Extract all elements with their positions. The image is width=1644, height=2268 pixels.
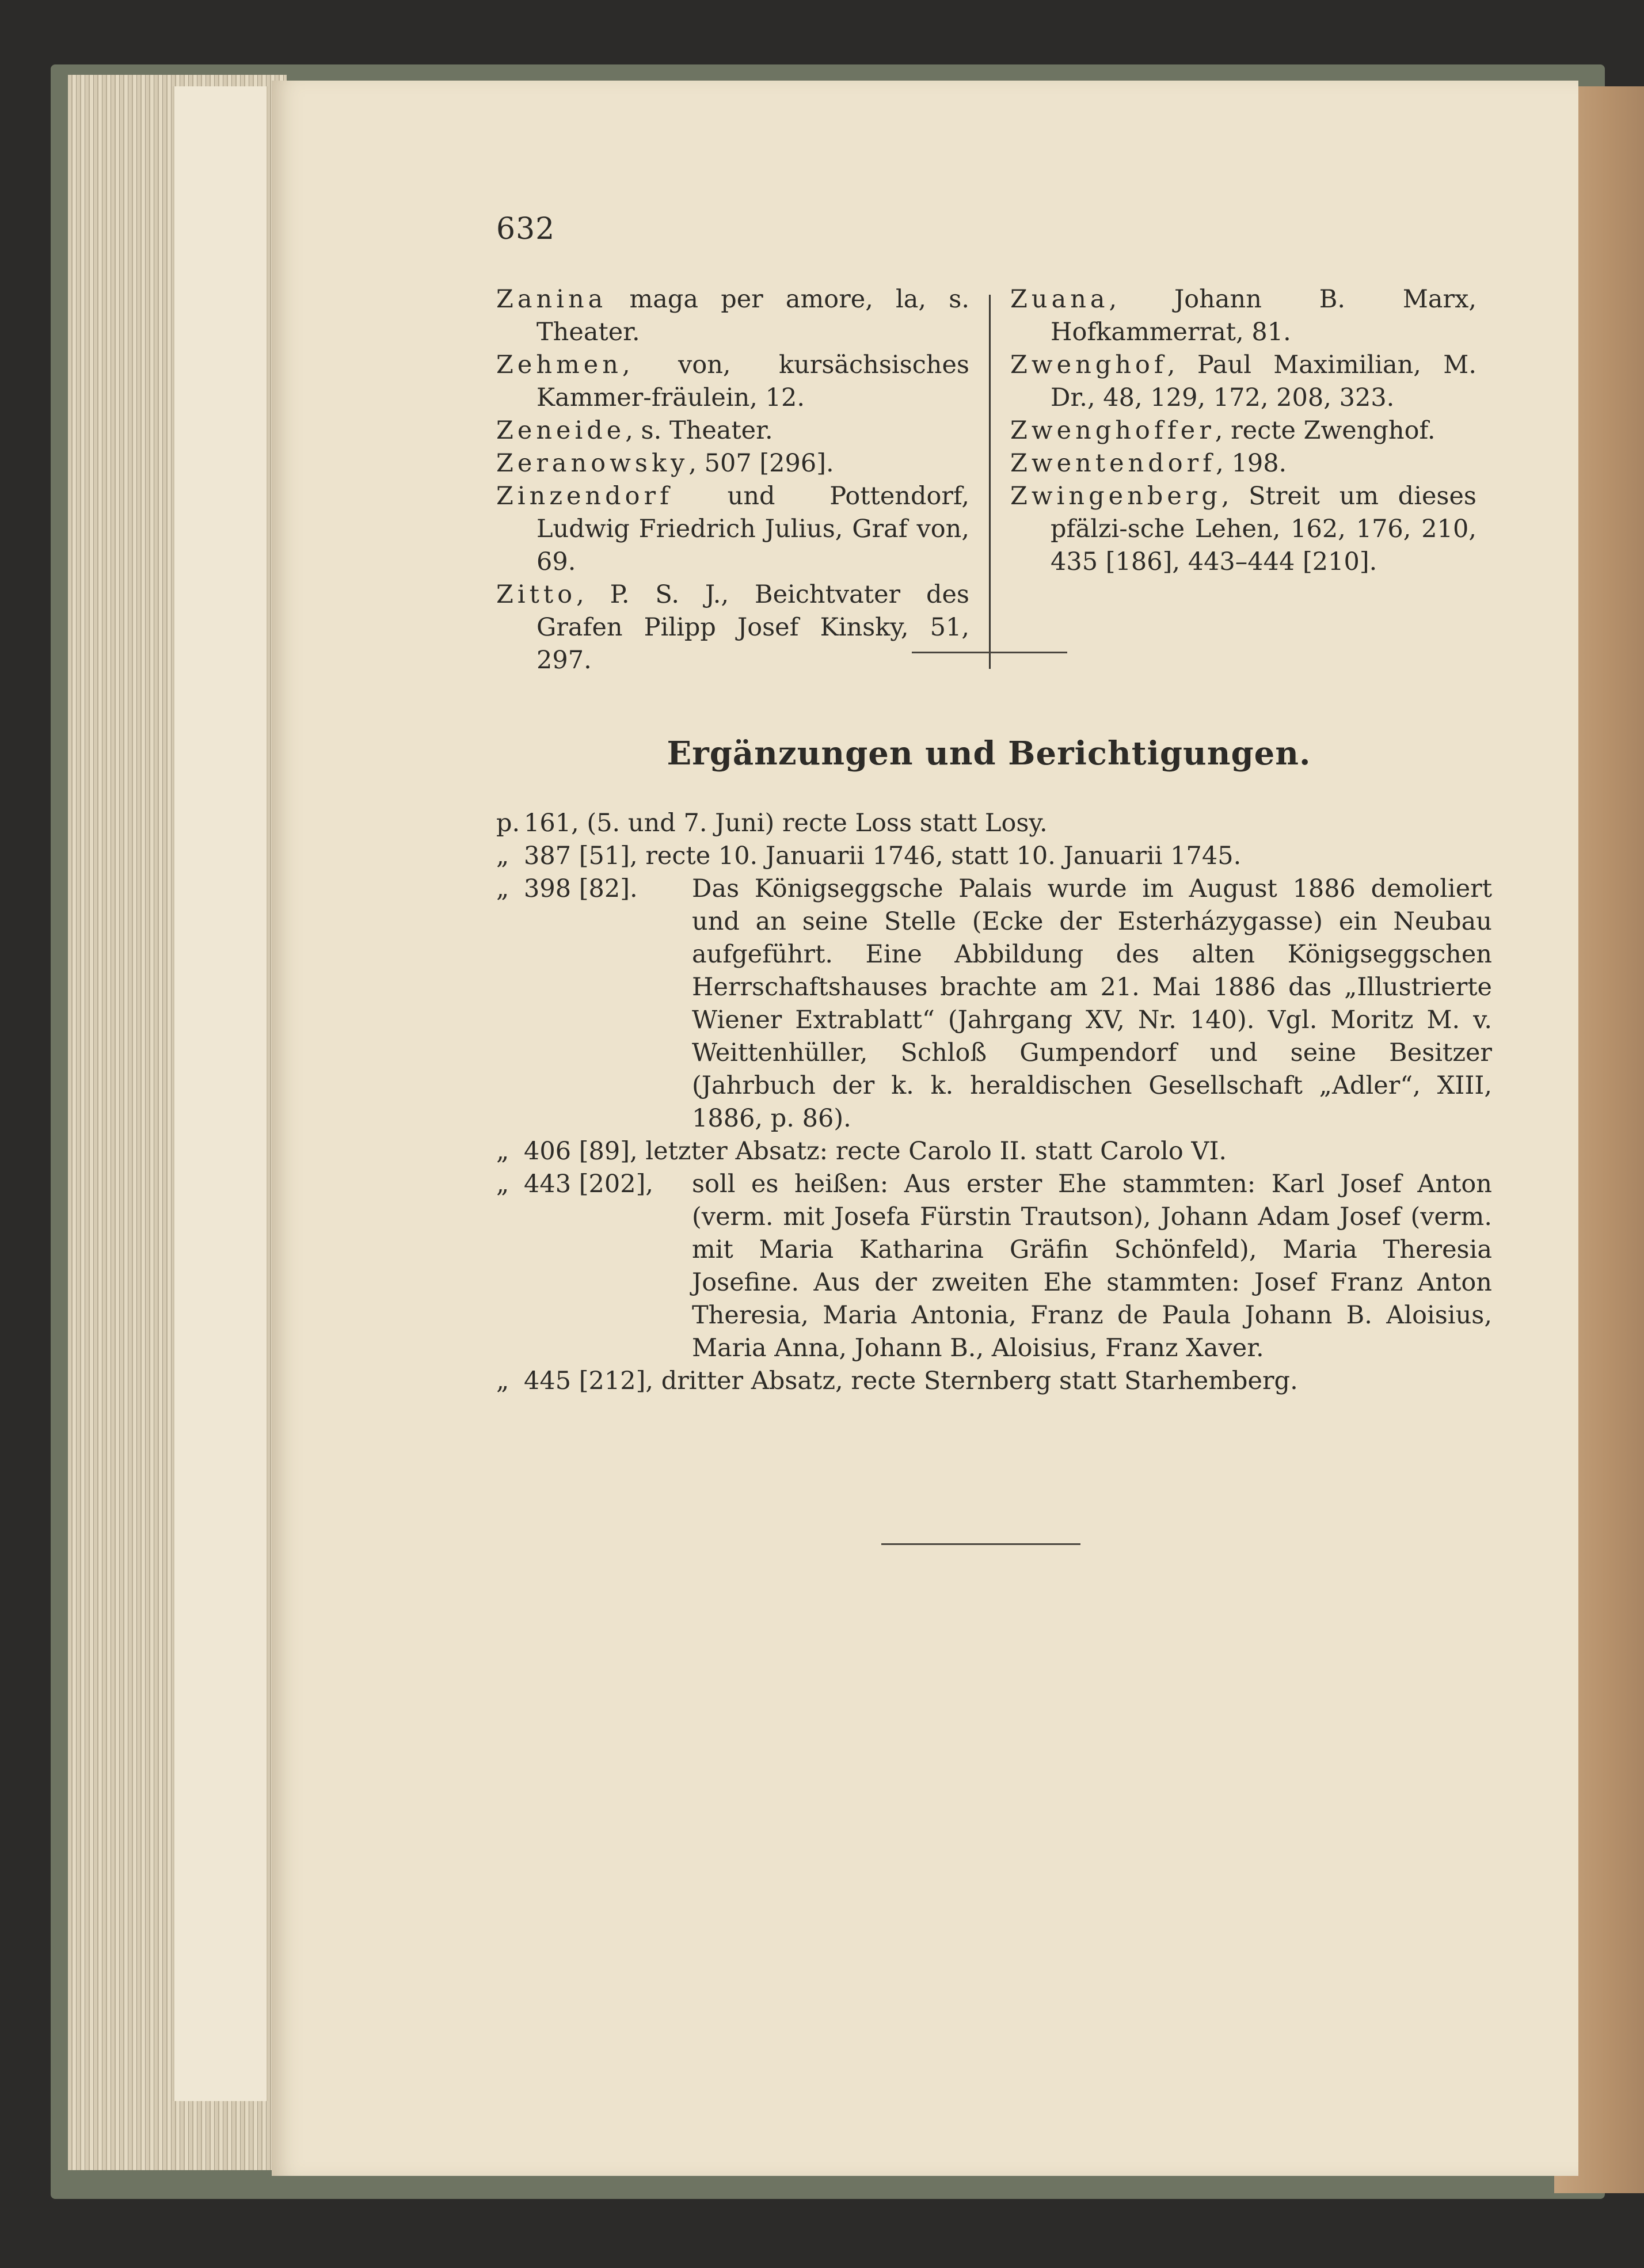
index-key: Zeneide [496,416,626,445]
index-text: , 198. [1216,449,1287,478]
errata-ref: 398 [82]. [524,874,638,903]
index-entry [496,480,969,579]
index-entry [1010,283,1476,349]
book-page [272,81,1578,2176]
index-entry [496,579,969,677]
errata-ref: 161, [524,809,579,838]
index-key: Zinzendorf [496,482,673,511]
errata-mark: „ [496,842,509,870]
index-text: , s. Theater. [625,416,773,445]
errata-text: letzter Absatz: recte Carolo II. statt Carolo VI. [637,1137,1227,1166]
index-text: , P. S. J., Beichtvater des Grafen Pilipp Josef Kinsky, 51, 297. [536,580,969,675]
errata-ref: 445 [212], [524,1367,654,1395]
errata-mark: „ [496,1137,509,1166]
section-rule [912,652,1067,653]
index-key: Zwentendorf [1010,449,1216,478]
errata-item [496,807,1492,840]
errata-list [496,807,1492,1398]
errata-mark: „ [496,874,509,903]
index-key: Zwingenberg [1010,482,1221,511]
errata-ref: 387 [51], [524,842,638,870]
page-number: 632 [496,212,555,246]
index-text: , Paul Maximilian, M. Dr., 48, 129, 172, 208, 323. [1051,351,1476,412]
index-text: , 507 [296]. [688,449,834,478]
index-entry [496,349,969,414]
errata-item [496,873,1492,1135]
errata-item [496,1168,1492,1365]
errata-ref: 443 [202], [524,1170,654,1198]
errata-item [496,840,1492,873]
errata-text: Das Königseggsche Palais wurde im August 1886 demoliert und an seine Stelle (Ecke der Esterházygasse) ein Neubau aufgeführt. Eine Abbildung des alten Königseggschen Herrschaftshauses brachte am 21. Mai 1886 das „Illustrierte Wiener Extrablatt“ (Jahrgang XV, Nr. 140). Vgl. Moritz M. v. Weittenhüller, Schloß Gumpendorf und seine Besitzer (Jahrbuch der k. k. heraldischen Gesellschaft „Adler“, XIII, 1886, p. 86). [692,874,1492,1133]
index-text: maga per amore, la, s. Theater. [536,285,969,347]
index-key: Zehmen [496,351,622,379]
index-key: Zwenghof [1010,351,1167,379]
index-entry [1010,414,1476,447]
index-entry [1010,447,1476,480]
section-heading: Ergänzungen und Berichtigungen. [667,735,1311,773]
errata-mark: „ [496,1170,509,1198]
index-entry [1010,349,1476,414]
errata-text: soll es heißen: Aus erster Ehe stammten: Karl Josef Anton (verm. mit Josefa Fürstin Trautson), Johann Adam Josef (verm. mit Maria Katharina Gräfin Schönfeld), Maria Theresia Josefine. Aus der zweiten Ehe stammten: Josef Franz Anton Theresia, Maria Antonia, Franz de Paula Johann B. Aloisius, Maria Anna, Johann B., Aloisius, Franz Xaver. [692,1170,1492,1363]
index-text: , recte Zwenghof. [1215,416,1436,445]
index-text: und Pottendorf, Ludwig Friedrich Julius, Graf von, 69. [536,482,969,576]
errata-mark: „ [496,1367,509,1395]
closing-rule [881,1543,1080,1545]
errata-mark: p. [496,809,520,838]
index-entry [496,283,969,349]
index-entry [496,414,969,447]
index-key: Zanina [496,285,607,314]
errata-item [496,1135,1492,1168]
column-divider [989,295,991,669]
index-text: , Streit um dieses pfälzi-sche Lehen, 162, 176, 210, 435 [186], 443–444 [210]. [1051,482,1476,576]
errata-item [496,1365,1492,1398]
index-text: , Johann B. Marx, Hofkammerrat, 81. [1051,285,1476,347]
index-key: Zeranowsky [496,449,689,478]
errata-text: dritter Absatz, recte Sternberg statt Starhemberg. [653,1367,1298,1395]
index-key: Zwenghoffer [1010,416,1215,445]
index-entry [496,447,969,480]
index-text: , von, kursächsisches Kammer-fräulein, 12. [536,351,969,412]
errata-text: (5. und 7. Juni) recte Loss statt Losy. [579,809,1048,838]
index-key: Zuana [1010,285,1109,314]
errata-ref: 406 [89], [524,1137,638,1166]
index-entry [1010,480,1476,579]
errata-text: recte 10. Januarii 1746, statt 10. Januarii 1745. [637,842,1242,870]
page-stack-edge [173,86,268,2101]
index-key: Zitto [496,580,577,609]
index-column-left [496,283,969,677]
index-column-right [1010,283,1476,579]
